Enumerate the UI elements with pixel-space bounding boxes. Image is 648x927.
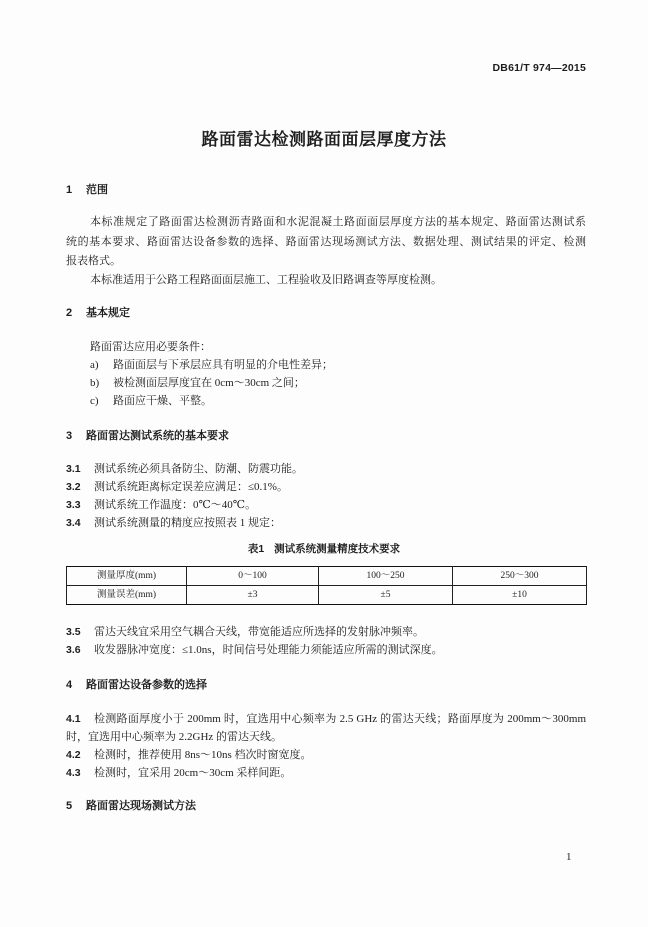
table-cell: 0～100 — [187, 567, 319, 586]
clause — [66, 496, 586, 514]
section-4-heading — [66, 676, 207, 694]
list-item — [90, 374, 586, 392]
clause-text: 检测路面厚度小于 200mm 时，宜选用中心频率为 2.5 GHz 的雷达天线；路面厚度为 200mm～300mm — [94, 713, 586, 725]
table-row-header: 测量误差(mm) — [67, 586, 187, 605]
clause-number: 4.1 — [66, 713, 81, 725]
section-title: 路面雷达设备参数的选择 — [86, 679, 207, 691]
paragraph: 本标准适用于公路工程路面面层施工、工程验收及旧路调查等厚度检测。 — [90, 274, 442, 286]
clause — [66, 746, 586, 764]
section-number: 3 — [66, 430, 73, 442]
page-number: 1 — [566, 851, 572, 863]
list-marker: c) — [90, 395, 99, 407]
section-title: 范围 — [86, 184, 108, 196]
table-cell: ±5 — [319, 586, 453, 605]
clause — [66, 623, 586, 641]
section-title: 基本规定 — [86, 307, 130, 319]
section-1-heading — [66, 181, 108, 199]
clause-number: 3.5 — [66, 626, 81, 638]
section-2-heading — [66, 304, 130, 322]
clause-text: 测试系统必须具备防尘、防潮、防震功能。 — [94, 463, 303, 475]
clause — [66, 710, 586, 728]
paragraph-line: 统的基本要求、路面雷达设备参数的选择、路面雷达现场测试方法、数据处理、测试结果的评定、检测 — [66, 236, 586, 248]
paragraph-line: 报表格式。 — [66, 255, 121, 267]
section-number: 5 — [66, 800, 73, 812]
section-title: 路面雷达现场测试方法 — [86, 800, 196, 812]
table-caption-text: 测试系统测量精度技术要求 — [274, 543, 401, 555]
clause-text: 雷达天线宜采用空气耦合天线，带宽能适应所选择的发射脉冲频率。 — [94, 626, 424, 638]
document-code: DB61/T 974—2015 — [492, 62, 586, 74]
clause-text: 测试系统距离标定误差应满足：≤0.1%。 — [94, 481, 288, 493]
clause-number: 3.4 — [66, 517, 81, 529]
clause-text: 收发器脉冲宽度：≤1.0ns，时间信号处理能力须能适应所需的测试深度。 — [94, 644, 443, 656]
clause-text: 检测时，宜采用 20cm～30cm 采样间距。 — [94, 767, 292, 779]
section-title: 路面雷达测试系统的基本要求 — [86, 430, 229, 442]
clause-number: 3.3 — [66, 499, 81, 511]
table-cell: ±10 — [453, 586, 587, 605]
list-item-text: 被检测面层厚度宜在 0cm～30cm 之间； — [113, 377, 305, 389]
clause-number: 4.3 — [66, 767, 81, 779]
list-item — [90, 356, 586, 374]
list-item-text: 路面应干燥、平整。 — [113, 395, 212, 407]
clause — [66, 514, 586, 532]
paragraph-line: 本标准规定了路面雷达检测沥青路面和水泥混凝土路面面层厚度方法的基本规定、路面雷达测试系 — [90, 216, 586, 228]
table-row — [67, 567, 587, 586]
table-cell: 250～300 — [453, 567, 587, 586]
clause-text-continued: 时，宜选用中心频率为 2.2GHz 的雷达天线。 — [66, 731, 283, 743]
section-3-heading — [66, 427, 229, 445]
table-cell: 100～250 — [319, 567, 453, 586]
clause-number: 4.2 — [66, 749, 81, 761]
clause — [66, 764, 586, 782]
clause — [66, 641, 586, 659]
section-number: 1 — [66, 184, 73, 196]
table-row — [67, 586, 587, 605]
page-title: 路面雷达检测路面面层厚度方法 — [201, 130, 447, 149]
section-number: 4 — [66, 679, 73, 691]
section-5-heading — [66, 797, 196, 815]
clause-number: 3.6 — [66, 644, 81, 656]
clause-text: 测试系统工作温度：0℃～40℃。 — [94, 499, 257, 511]
precision-table — [66, 566, 587, 605]
clause — [66, 478, 586, 496]
clause-text: 测试系统测量的精度应按照表 1 规定： — [94, 517, 281, 529]
clause-number: 3.2 — [66, 481, 81, 493]
section-number: 2 — [66, 307, 73, 319]
list-intro: 路面雷达应用必要条件： — [90, 341, 211, 353]
list-marker: a) — [90, 359, 99, 371]
clause — [66, 460, 586, 478]
table-row-header: 测量厚度(mm) — [67, 567, 187, 586]
list-item — [90, 392, 586, 410]
table-caption — [0, 540, 648, 558]
clause-text: 检测时，推荐使用 8ns～10ns 档次时窗宽度。 — [94, 749, 312, 761]
list-marker: b) — [90, 377, 100, 389]
clause-number: 3.1 — [66, 463, 81, 475]
table-number: 表1 — [247, 543, 265, 555]
table-cell: ±3 — [187, 586, 319, 605]
list-item-text: 路面面层与下承层应具有明显的介电性差异； — [113, 359, 333, 371]
